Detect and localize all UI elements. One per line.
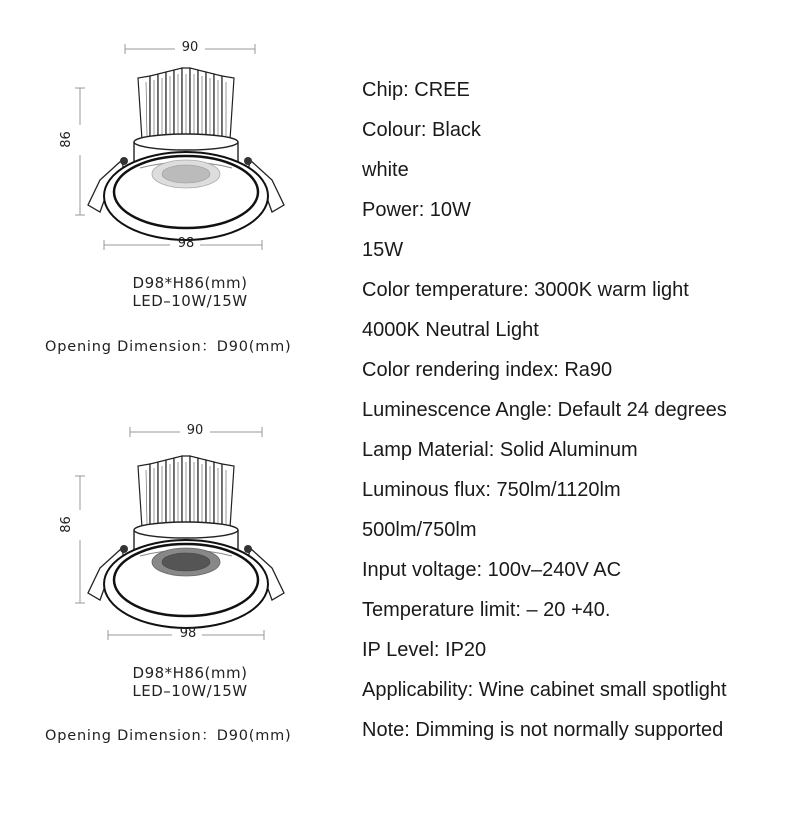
spec-luminous-flux-alt: 500lm/750lm: [362, 519, 477, 541]
dimension-top-label: 90: [181, 40, 199, 55]
product-drawing-1: [0, 30, 340, 430]
spec-applicability: Applicability: Wine cabinet small spotlight: [362, 679, 727, 701]
spec-ip-level: IP Level: IP20: [362, 639, 487, 661]
dimension-side-label: 86: [58, 516, 74, 533]
opening-dimension: Opening Dimension：D90(mm): [45, 728, 292, 744]
caption-size: D98*H86(mm): [132, 664, 248, 682]
downlight-illustration: [0, 30, 340, 270]
spec-material: Lamp Material: Solid Aluminum: [362, 439, 638, 461]
product-caption: [90, 664, 290, 700]
dimension-top-label: 90: [186, 423, 204, 438]
spec-power: Power: 10W: [362, 199, 471, 221]
spec-luminous-flux: Luminous flux: 750lm/1120lm: [362, 479, 621, 501]
downlight-illustration: [0, 418, 340, 658]
spec-power-alt: 15W: [362, 239, 404, 261]
spec-note: Note: Dimming is not normally supported: [362, 719, 724, 741]
product-caption: [90, 274, 290, 310]
spec-colour-alt: white: [362, 159, 409, 181]
dimension-side-label: 86: [58, 131, 74, 148]
caption-size: D98*H86(mm): [132, 274, 248, 292]
spec-color-rendering: Color rendering index: Ra90: [362, 359, 613, 381]
spec-color-temperature-alt: 4000K Neutral Light: [362, 319, 539, 341]
dimension-bottom-label: 98: [179, 626, 197, 641]
opening-dimension: Opening Dimension：D90(mm): [45, 339, 292, 355]
product-drawing-2: [0, 418, 340, 818]
caption-power: LED–10W/15W: [132, 292, 248, 310]
spec-input-voltage: Input voltage: 100v–240V AC: [362, 559, 622, 581]
spec-color-temperature: Color temperature: 3000K warm light: [362, 279, 689, 301]
spec-colour: Colour: Black: [362, 119, 481, 141]
spec-temperature-limit: Temperature limit: – 20 +40.: [362, 599, 611, 621]
dimension-bottom-label: 98: [177, 236, 195, 251]
spec-list: [362, 70, 792, 750]
caption-power: LED–10W/15W: [132, 682, 248, 700]
spec-chip: Chip: CREE: [362, 79, 470, 101]
spec-beam-angle: Luminescence Angle: Default 24 degrees: [362, 399, 727, 421]
